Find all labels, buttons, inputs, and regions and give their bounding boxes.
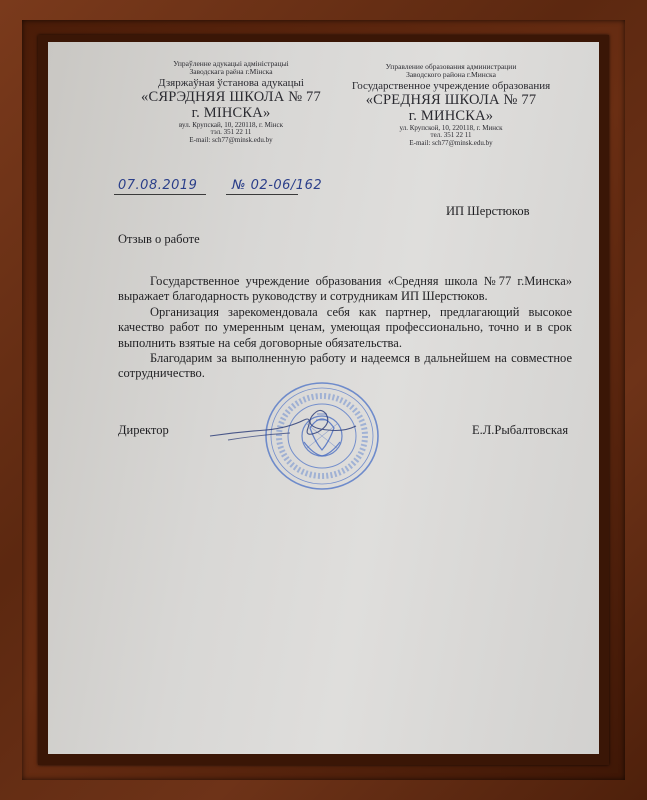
letterhead-line: Заводскага раёна г.Мінска [189,67,273,77]
letterhead-line: Дзяржаўная ўстанова адукацыі [158,76,304,89]
letterhead-city: г. МИНСКА» [408,108,494,125]
letterhead-line: Государственное учреждение образования [351,79,551,92]
letterhead-address: вул. Крупскай, 10, 220118, г. Мінск [178,120,284,129]
letterhead-line: Управление образования администрации [385,62,517,71]
handwritten-signature [208,402,358,452]
handwritten-date: 07.08.2019 [118,178,198,193]
body-paragraph: Организация зарекомендовала себя как партнер, предлагающий высокое качество работ по умеренным ценам, умеющая профессионально, точно и в срок выполнить взятые на себя договорные обязательства. [118,304,572,350]
letterhead-email: E-mail: sch77@minsk.edu.by [189,136,273,145]
letterhead-belarusian [126,60,336,145]
body-paragraph: Государственное учреждение образования «Средняя школа №77 г.Минска» выражает благодарность руководству и сотрудникам ИП Шерстюков. [118,274,572,304]
letter-paper [48,42,599,754]
letterhead-email: E-mail: sch77@minsk.edu.by [409,139,493,148]
letterhead-school-name: «СРЕДНЯЯ ШКОЛА № 77 [365,92,537,109]
number-underline [226,194,298,195]
body-paragraph: Благодарим за выполненную работу и надеемся в дальнейшем на совместное сотрудничество. [118,351,572,381]
letterhead-line: Упраўленне адукацыі адміністрацыі [173,59,289,68]
letterhead-russian [338,63,564,148]
letterhead-line: Заводского района г.Минска [406,70,496,80]
letterhead-phone: тел. 351 22 11 [430,131,472,140]
handwritten-date-number [118,178,323,193]
addressee: ИП Шерстюков [446,204,530,218]
letterhead-school-name: «СЯРЭДНЯЯ ШКОЛА № 77 [141,89,321,106]
signatory-position: Директор [118,423,169,437]
letter-body [118,274,572,382]
letterhead-phone: тэл. 351 22 11 [210,128,252,137]
signatory-name: Е.Л.Рыбалтовская [472,423,569,437]
letterhead-address: ул. Крупской, 10, 220118, г. Минск [399,123,503,132]
date-underline [114,194,206,195]
letterhead-city: г. МІНСКА» [191,105,271,122]
letter-subject: Отзыв о работе [118,232,200,246]
handwritten-reference-number: № 02-06/162 [232,178,323,193]
